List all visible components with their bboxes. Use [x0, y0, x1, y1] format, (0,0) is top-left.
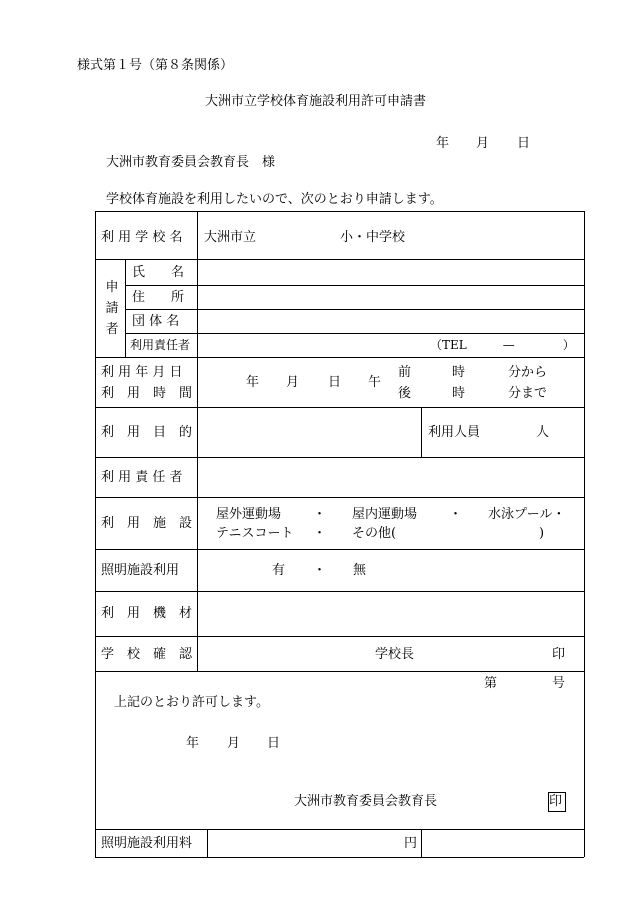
row-line	[95, 357, 584, 358]
confirm-label: 学 校 確 認	[101, 647, 193, 662]
row-line	[125, 285, 584, 286]
time-label: 利 用 時 間	[101, 386, 193, 401]
people-unit: 人	[536, 425, 550, 440]
applicant-group-label: 団 体 名	[132, 314, 180, 329]
use-pm: 後	[398, 386, 412, 401]
principal-label: 学校長	[375, 647, 415, 662]
page-title: 大洲市立学校体育施設利用許可申請書	[205, 94, 427, 109]
row-line	[95, 671, 584, 672]
use-am: 前	[398, 365, 412, 380]
people-column-line	[421, 407, 422, 457]
date-label: 利 用 年 月 日	[101, 365, 183, 380]
fee-column-line	[207, 829, 208, 857]
facility-other-close: )	[539, 526, 545, 541]
fee-label: 照明施設利用料	[101, 836, 193, 851]
purpose-label: 利 用 目 的	[101, 425, 193, 440]
facility-pool: 水泳プール・	[488, 507, 566, 522]
label-column-line	[197, 211, 198, 671]
applicant-address-label: 住 所	[132, 290, 185, 305]
school-label: 利 用 学 校 名	[101, 230, 183, 245]
date-day: 日	[517, 136, 531, 151]
row-line	[95, 829, 584, 830]
people-label: 利用人員	[428, 425, 481, 440]
applicant-label: 申請者	[105, 280, 119, 337]
approval-issuer: 大洲市教育委員会教育長	[294, 794, 438, 809]
date-year: 年	[436, 136, 450, 151]
table-border-left	[95, 211, 96, 857]
principal-seal: 印	[552, 647, 566, 662]
use-from: 分から	[508, 365, 548, 380]
facility-label: 利 用 施 設	[101, 516, 193, 531]
use-hour-end: 時	[452, 386, 466, 401]
addressee: 大洲市教育委員会教育長 様	[106, 155, 276, 170]
applicant-manager-label: 利用責任者	[130, 338, 191, 352]
row-line	[95, 259, 584, 260]
approval-month: 月	[227, 736, 241, 751]
intro-text: 学校体育施設を利用したいので、次のとおり申請します。	[106, 192, 443, 207]
facility-tennis: テニスコート	[216, 526, 294, 541]
row-line	[95, 407, 584, 408]
approval-day: 日	[267, 736, 281, 751]
lighting-yes: 有	[272, 563, 286, 578]
facility-indoor: 屋内運動場	[352, 507, 418, 522]
lighting-label: 照明施設利用	[101, 563, 180, 578]
applicant-column-line	[125, 259, 126, 357]
row-line	[95, 636, 584, 637]
facility-dot: ・	[313, 526, 327, 541]
equipment-label: 利 用 機 材	[101, 606, 193, 621]
approval-year: 年	[186, 736, 200, 751]
facility-outdoor: 屋外運動場	[216, 507, 282, 522]
use-day: 日	[328, 375, 342, 390]
applicant-name-label: 氏 名	[132, 265, 185, 280]
row-line	[125, 333, 584, 334]
lighting-dot: ・	[313, 563, 327, 578]
approval-text: 上記のとおり許可します。	[114, 695, 269, 710]
use-to: 分まで	[508, 386, 548, 401]
date-month: 月	[476, 136, 490, 151]
tel-field: （TEL — ）	[430, 338, 575, 352]
official-seal: 印	[549, 794, 563, 809]
row-line	[125, 309, 584, 310]
use-ampm-prefix: 午	[368, 375, 382, 390]
table-border-top	[95, 211, 584, 212]
row-line	[95, 497, 584, 498]
facility-dot: ・	[313, 507, 327, 522]
facility-other: その他(	[352, 526, 397, 541]
use-month: 月	[286, 375, 300, 390]
fee-unit: 円	[404, 836, 418, 851]
row-line	[95, 457, 584, 458]
table-border-bottom	[95, 857, 584, 858]
form-number: 様式第１号（第８条関係）	[77, 58, 234, 73]
table-border-right	[584, 211, 585, 857]
school-prefix: 大洲市立	[204, 230, 257, 245]
use-year: 年	[246, 375, 260, 390]
facility-dot: ・	[449, 507, 463, 522]
approval-number-go: 号	[552, 676, 566, 691]
lighting-no: 無	[353, 563, 367, 578]
approval-number-dai: 第	[484, 676, 498, 691]
school-suffix: 小・中学校	[340, 230, 406, 245]
manager-label: 利 用 責 任 者	[101, 470, 183, 485]
fee-column-line	[421, 829, 422, 857]
row-line	[95, 549, 584, 550]
row-line	[95, 591, 584, 592]
use-hour-start: 時	[452, 365, 466, 380]
